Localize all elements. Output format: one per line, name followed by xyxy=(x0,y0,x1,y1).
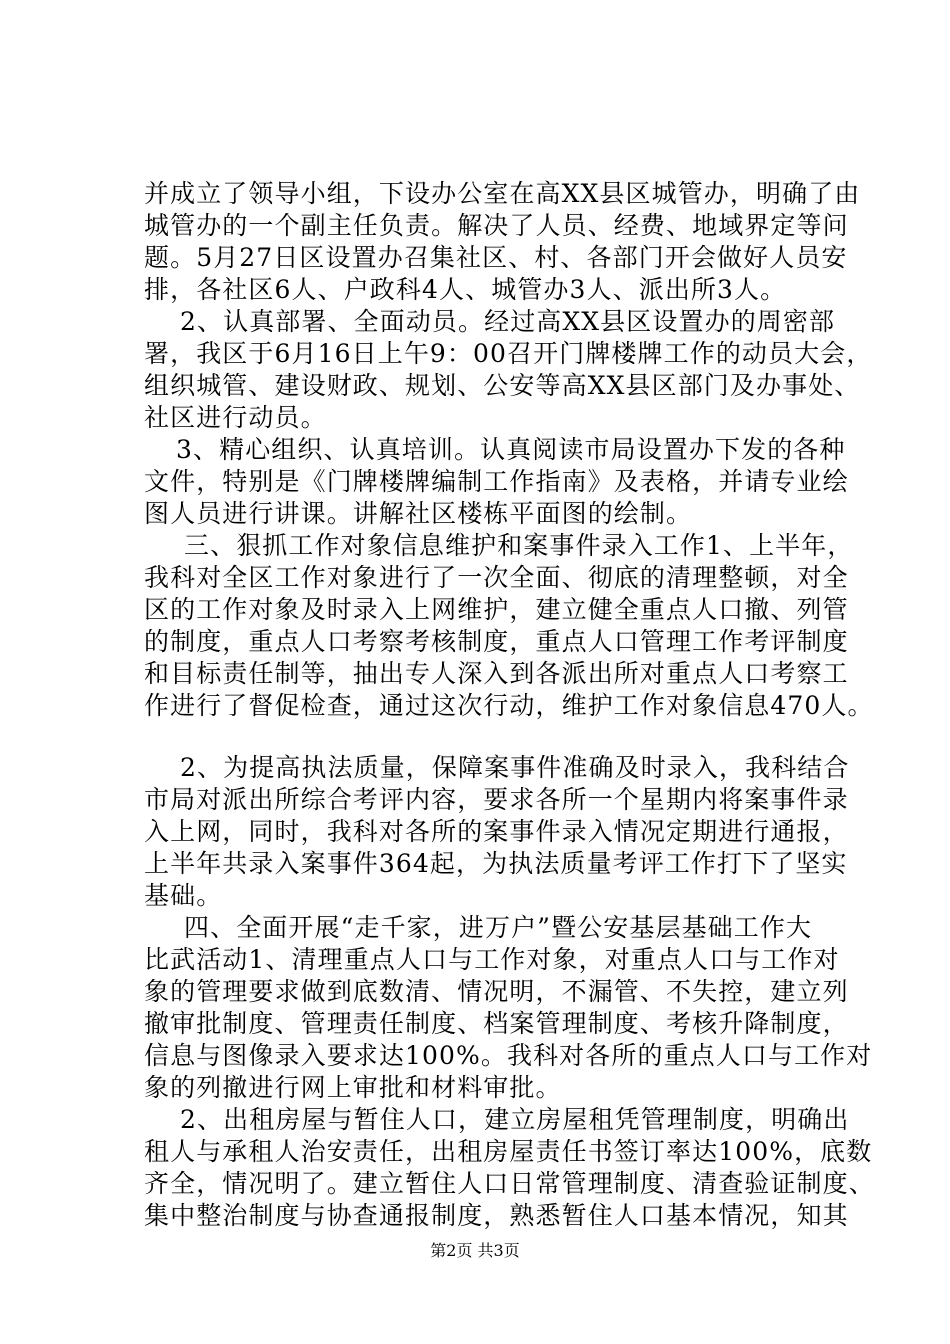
page-number-footer: 第2页 共3页 xyxy=(430,1241,520,1260)
text-line: 排，各社区6人、户政科4人、城管办3人、派出所3人。 xyxy=(144,275,787,304)
text-line: 组织城管、建设财政、规划、公安等高XX县区部门及办事处、 xyxy=(144,371,861,400)
text-line: 的制度，重点人口考察考核制度，重点人口管理工作考评制度 xyxy=(144,627,849,656)
text-line: 基础。 xyxy=(144,881,223,910)
text-line: 题。5月27日区设置办召集社区、村、各部门开会做好人员安 xyxy=(144,243,848,272)
text-line: 象的列撤进行网上审批和材料审批。 xyxy=(144,1073,562,1102)
text-line: 并成立了领导小组，下设办公室在高XX县区城管办，明确了由 xyxy=(144,179,861,208)
text-line: 集中整治制度与协查通报制度，熟悉暂住人口基本情况，知其 xyxy=(144,1201,849,1230)
text-line: 2、为提高执法质量，保障案事件准确及时录入，我科结合 xyxy=(180,753,850,782)
text-line: 图人员进行讲课。讲解社区楼栋平面图的绘制。 xyxy=(144,499,693,528)
text-line: 区的工作对象及时录入上网维护，建立健全重点人口撤、列管 xyxy=(144,595,849,624)
text-line: 上半年共录入案事件364起，为执法质量考评工作打下了坚实 xyxy=(144,849,848,878)
text-line: 信息与图像录入要求达100%。我科对各所的重点人口与工作对 xyxy=(144,1041,873,1070)
text-line: 社区进行动员。 xyxy=(144,403,327,432)
text-line: 比武活动1、清理重点人口与工作对象，对重点人口与工作对 xyxy=(144,945,840,974)
text-line: 齐全，情况明了。建立暂住人口日常管理制度、清查验证制度、 xyxy=(144,1169,875,1198)
text-line: 四、全面开展“走千家，进万户”暨公安基层基础工作大 xyxy=(184,913,813,942)
text-line: 入上网，同时，我科对各所的案事件录入情况定期进行通报， xyxy=(144,817,849,846)
text-line: 2、认真部署、全面动员。经过高XX县区设置办的周密部 xyxy=(180,307,836,336)
text-line: 象的管理要求做到底数清、情况明，不漏管、不失控，建立列 xyxy=(144,977,849,1006)
text-line: 3、精心组织、认真培训。认真阅读市局设置办下发的各种 xyxy=(176,435,846,464)
text-line: 文件，特别是《门牌楼牌编制工作指南》及表格，并请专业绘 xyxy=(144,467,849,496)
text-line: 城管办的一个副主任负责。解决了人员、经费、地域界定等问 xyxy=(144,211,849,240)
text-line: 作进行了督促检查，通过这次行动，维护工作对象信息470人。 xyxy=(144,691,874,720)
text-line: 我科对全区工作对象进行了一次全面、彻底的清理整顿，对全 xyxy=(144,563,849,592)
text-line: 署，我区于6月16日上午9：00召开门牌楼牌工作的动员大会， xyxy=(144,339,873,368)
text-line: 和目标责任制等，抽出专人深入到各派出所对重点人口考察工 xyxy=(144,659,849,688)
text-line: 三、狠抓工作对象信息维护和案事件录入工作1、上半年， xyxy=(184,531,854,560)
text-line: 市局对派出所综合考评内容，要求各所一个星期内将案事件录 xyxy=(144,785,849,814)
text-line: 租人与承租人治安责任，出租房屋责任书签订率达100%，底数 xyxy=(144,1137,873,1166)
text-line: 撤审批制度、管理责任制度、档案管理制度、考核升降制度， xyxy=(144,1009,849,1038)
text-line: 2、出租房屋与暂住人口，建立房屋租凭管理制度，明确出 xyxy=(180,1105,850,1134)
